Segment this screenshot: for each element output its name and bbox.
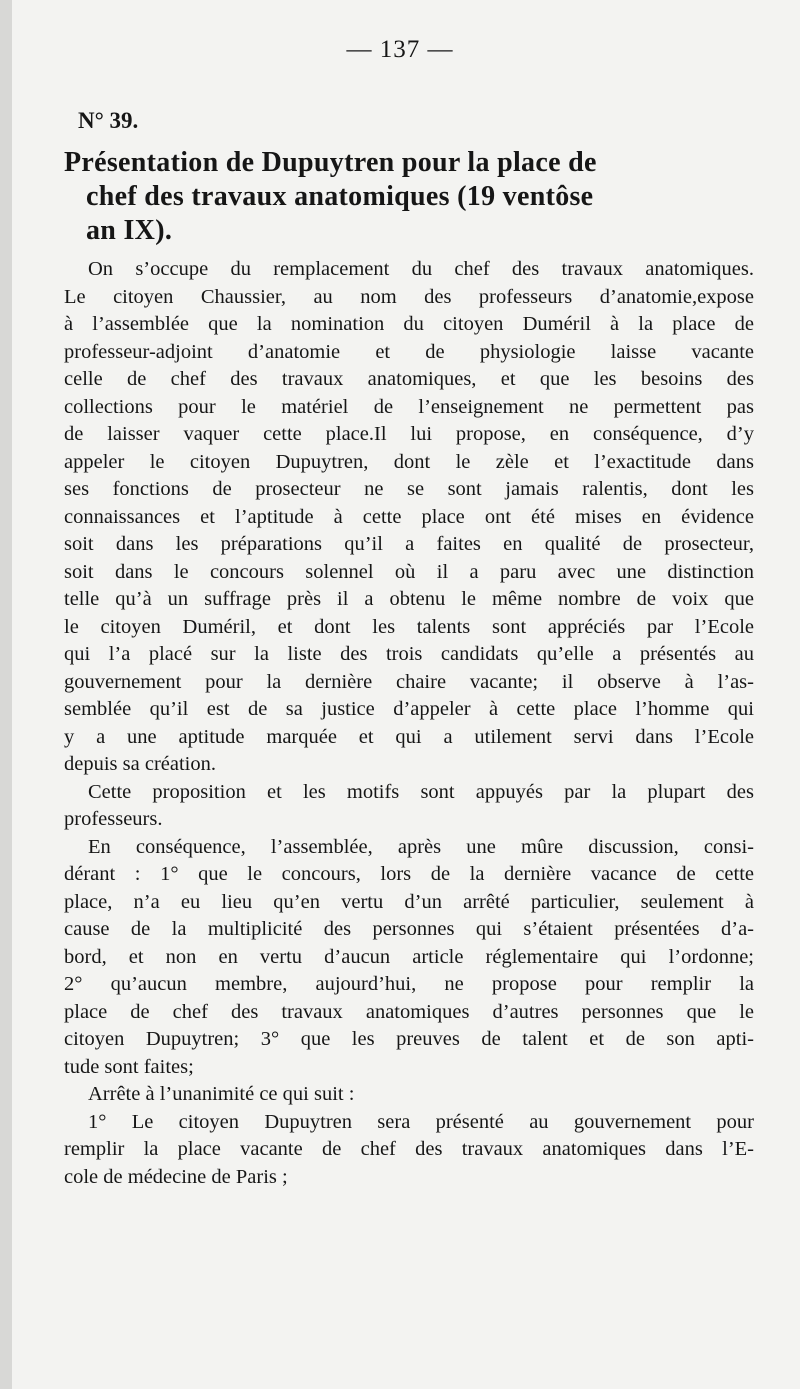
text-line: connaissances et l’aptitude à cette place ont été mises en évidence (64, 505, 754, 528)
text-line: de laisser vaquer cette place.Il lui propose, en conséquence, d’y (64, 423, 754, 445)
text-line: qui l’a placé sur la liste des trois candidats qu’elle a présentés au (64, 643, 754, 665)
text-line: place de chef des travaux anatomiques d’autres personnes que le (64, 1000, 754, 1023)
text-line: place, n’a eu lieu qu’en vertu d’un arrêté particulier, seulement à (64, 890, 754, 913)
text-line: remplir la place vacante de chef des travaux anatomiques dans l’E- (64, 1138, 754, 1160)
page-number: — 137 — (346, 36, 454, 63)
page-edge-shadow (0, 0, 12, 1389)
title-line: Présentation de Dupuytren pour la place de (64, 147, 597, 178)
text-line: professeurs. (64, 808, 163, 830)
text-line: semblée qu’il est de sa justice d’appeler à cette place l’homme qui (64, 698, 754, 720)
document-title (64, 146, 754, 248)
text-line: y a une aptitude marquée et qui a utilement servi dans l’Ecole (64, 725, 754, 748)
text-line: depuis sa création. (64, 753, 216, 775)
text-line: gouvernement pour la dernière chaire vacante; il observe à l’as- (64, 670, 754, 693)
text-line: citoyen Dupuytren; 3° que les preuves de talent et de son apti- (64, 1028, 754, 1050)
text-line: soit dans les préparations qu’il a faites en qualité de prosecteur, (64, 533, 754, 555)
title-line: chef des travaux anatomiques (19 ventôse (86, 181, 594, 212)
text-line: ses fonctions de prosecteur ne se sont jamais ralentis, dont les (64, 478, 754, 500)
text-line: appeler le citoyen Dupuytren, dont le zèle et l’exactitude dans (64, 450, 754, 473)
text-line: professeur-adjoint d’anatomie et de physiologie laisse vacante (64, 340, 754, 363)
text-line: Le citoyen Chaussier, au nom des professeurs d’anatomie,expose (64, 285, 754, 308)
text-line: cole de médecine de Paris ; (64, 1165, 288, 1188)
text-line: Cette proposition et les motifs sont appuyés par la plupart des (88, 780, 754, 803)
text-line: le citoyen Duméril, et dont les talents sont appréciés par l’Ecole (64, 615, 754, 638)
text-line: cause de la multiplicité des personnes qui s’étaient présentées d’a- (64, 918, 754, 940)
text-line: collections pour le matériel de l’enseignement ne permettent pas (64, 395, 754, 418)
text-line: telle qu’à un suffrage près il a obtenu le même nombre de voix que (64, 588, 754, 610)
text-line: 1° Le citoyen Dupuytren sera présenté au gouvernement pour (88, 1110, 754, 1133)
text-line: Arrête à l’unanimité ce qui suit : (88, 1083, 355, 1105)
document-number: N° 39. (78, 108, 139, 133)
text-line: 2° qu’aucun membre, aujourd’hui, ne propose pour remplir la (64, 973, 754, 995)
text-line: à l’assemblée que la nomination du citoyen Duméril à la place de (64, 313, 754, 335)
text-line: soit dans le concours solennel où il a paru avec une distinction (64, 560, 754, 583)
text-line: bord, et non en vertu d’aucun article réglementaire qui l’ordonne; (64, 945, 754, 968)
text-line: En conséquence, l’assemblée, après une mûre discussion, consi- (88, 835, 754, 858)
title-line: an IX). (86, 215, 173, 246)
text-line: celle de chef des travaux anatomiques, et que les besoins des (64, 368, 754, 390)
text-line: tude sont faites; (64, 1055, 194, 1078)
body-text (64, 256, 754, 1191)
text-line: dérant : 1° que le concours, lors de la dernière vacance de cette (64, 863, 754, 885)
text-line: On s’occupe du remplacement du chef des travaux anatomiques. (88, 258, 754, 280)
